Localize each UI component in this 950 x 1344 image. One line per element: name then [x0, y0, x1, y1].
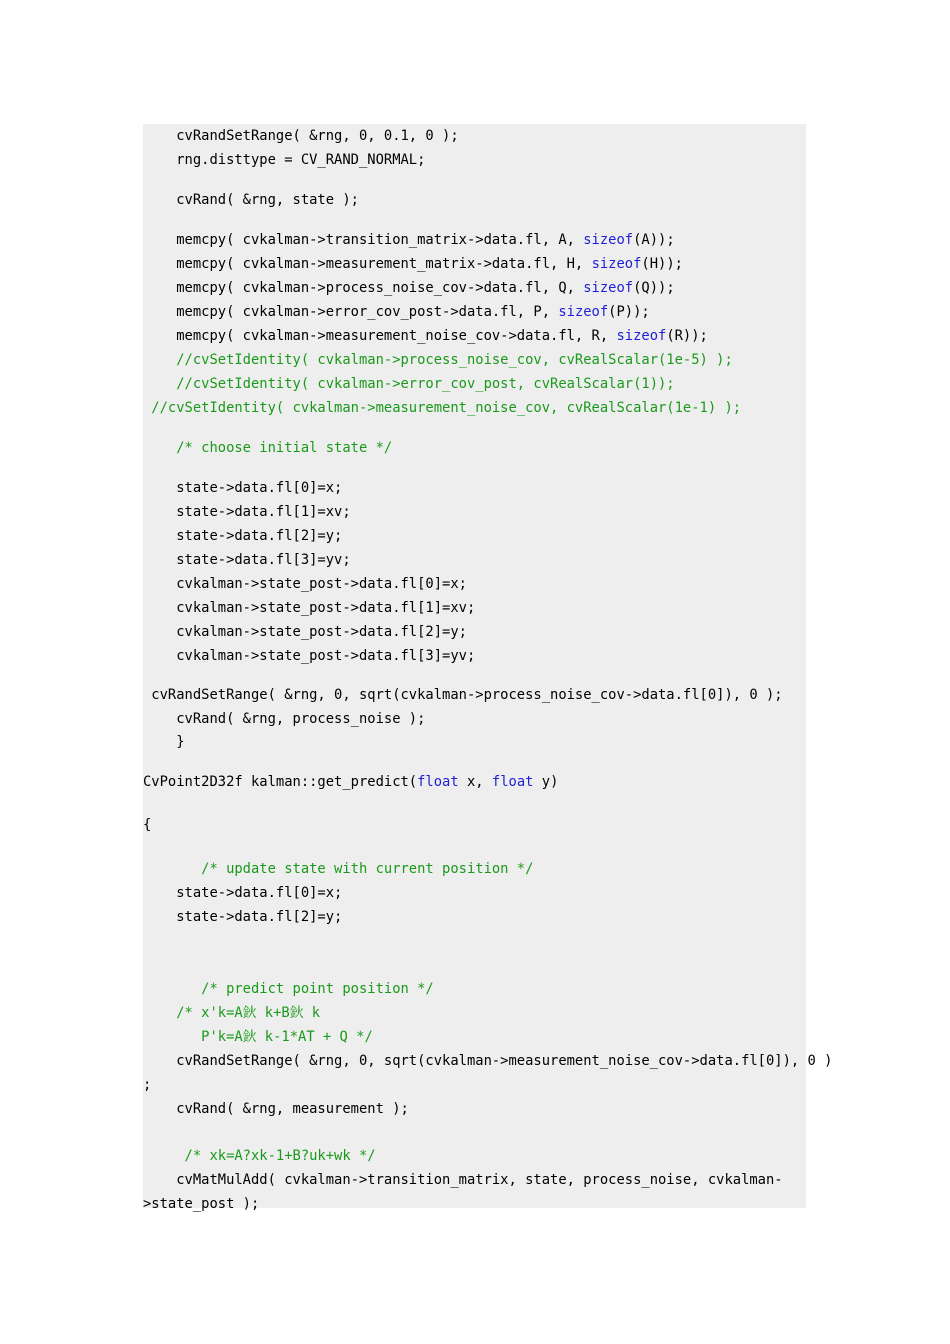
code-line [143, 572, 467, 596]
code-text: ; [143, 1077, 152, 1093]
code-text: state->data.fl[1]=xv; [143, 504, 351, 520]
code-keyword: float [491, 774, 534, 790]
code-line [143, 813, 151, 837]
code-text: (H)); [641, 256, 683, 272]
code-line [143, 1144, 376, 1168]
code-line [143, 857, 533, 881]
code-text: cvRand( &rng, state ); [143, 192, 359, 208]
code-comment: /* update state with current position */ [143, 861, 534, 877]
code-line [143, 276, 675, 300]
code-comment: P'k=A鈥 k-1*AT + Q */ [143, 1029, 373, 1045]
code-text: memcpy( cvkalman->measurement_matrix->data.fl, H, [143, 256, 592, 272]
code-line [143, 644, 475, 668]
code-line [143, 324, 708, 348]
code-text: cvRand( &rng, process_noise ); [143, 711, 426, 727]
code-text: cvkalman->state_post->data.fl[2]=y; [143, 624, 467, 640]
code-text: cvkalman->state_post->data.fl[3]=yv; [143, 648, 476, 664]
code-text: cvMatMulAdd( cvkalman->transition_matrix, state, process_noise, cvkalman- [143, 1172, 783, 1188]
code-text: cvkalman->state_post->data.fl[0]=x; [143, 576, 467, 592]
code-keyword: sizeof [583, 280, 634, 296]
code-line [143, 1073, 151, 1097]
code-line [143, 396, 741, 420]
code-text: (Q)); [633, 280, 675, 296]
code-line [143, 707, 425, 731]
code-line [143, 348, 733, 372]
code-comment: /* x'k=A鈥 k+B鈥 k [143, 1005, 321, 1021]
code-line [143, 148, 425, 172]
code-text: state->data.fl[3]=yv; [143, 552, 351, 568]
code-text: cvRand( &rng, measurement ); [143, 1101, 409, 1117]
code-line [143, 881, 342, 905]
code-line [143, 977, 434, 1001]
code-text: (A)); [633, 232, 675, 248]
code-comment: //cvSetIdentity( cvkalman->process_noise_cov, cvRealScalar(1e-5) ); [143, 352, 733, 368]
code-line [143, 548, 351, 572]
code-text: y) [533, 774, 559, 790]
code-line [143, 1025, 373, 1049]
code-text: cvRandSetRange( &rng, 0, sqrt(cvkalman->process_noise_cov->data.fl[0]), 0 ); [143, 687, 783, 703]
code-text: >state_post ); [143, 1196, 260, 1212]
code-line [143, 476, 342, 500]
code-text: memcpy( cvkalman->process_noise_cov->data.fl, Q, [143, 280, 584, 296]
code-line [143, 1097, 409, 1121]
code-keyword: sizeof [558, 304, 609, 320]
code-text: cvRandSetRange( &rng, 0, sqrt(cvkalman->measurement_noise_cov->data.fl[0]), 0 ) [143, 1053, 833, 1069]
code-block [143, 124, 833, 1212]
code-keyword: sizeof [591, 256, 642, 272]
code-text: } [143, 734, 185, 750]
code-line [143, 1049, 832, 1073]
code-text: cvRandSetRange( &rng, 0, 0.1, 0 ); [143, 128, 459, 144]
code-line [143, 188, 359, 212]
code-text: rng.disttype = CV_RAND_NORMAL; [143, 152, 426, 168]
code-line [143, 252, 683, 276]
code-keyword: sizeof [616, 328, 667, 344]
code-comment: /* xk=A?xk-1+B?uk+wk */ [143, 1148, 376, 1164]
code-text: x, [458, 774, 492, 790]
code-line [143, 905, 342, 929]
code-line [143, 683, 783, 707]
code-line [143, 124, 459, 148]
code-text: state->data.fl[2]=y; [143, 909, 343, 925]
code-text: cvkalman->state_post->data.fl[1]=xv; [143, 600, 476, 616]
code-comment: /* choose initial state */ [143, 440, 393, 456]
code-line [143, 228, 675, 252]
code-text: memcpy( cvkalman->error_cov_post->data.fl, P, [143, 304, 559, 320]
code-comment: //cvSetIdentity( cvkalman->error_cov_post, cvRealScalar(1)); [143, 376, 675, 392]
code-line [143, 436, 392, 460]
code-keyword: sizeof [583, 232, 634, 248]
code-text: state->data.fl[0]=x; [143, 885, 343, 901]
code-text: state->data.fl[2]=y; [143, 528, 343, 544]
code-text: memcpy( cvkalman->measurement_noise_cov->data.fl, R, [143, 328, 617, 344]
code-line [143, 620, 467, 644]
code-comment: /* predict point position */ [143, 981, 434, 997]
code-line [143, 770, 558, 794]
code-line [143, 1168, 783, 1192]
code-line [143, 372, 675, 396]
code-text: memcpy( cvkalman->transition_matrix->data.fl, A, [143, 232, 584, 248]
code-comment: //cvSetIdentity( cvkalman->measurement_noise_cov, cvRealScalar(1e-1) ); [143, 400, 742, 416]
code-keyword: float [417, 774, 459, 790]
code-line [143, 1192, 259, 1216]
code-line [143, 596, 475, 620]
code-line [143, 300, 650, 324]
code-text: { [143, 817, 152, 833]
code-text: (P)); [608, 304, 650, 320]
code-text: (R)); [666, 328, 708, 344]
code-line [143, 524, 342, 548]
code-line [143, 500, 351, 524]
code-text: state->data.fl[0]=x; [143, 480, 343, 496]
code-text: CvPoint2D32f kalman::get_predict( [143, 774, 418, 790]
code-line [143, 730, 185, 754]
code-line [143, 1001, 320, 1025]
